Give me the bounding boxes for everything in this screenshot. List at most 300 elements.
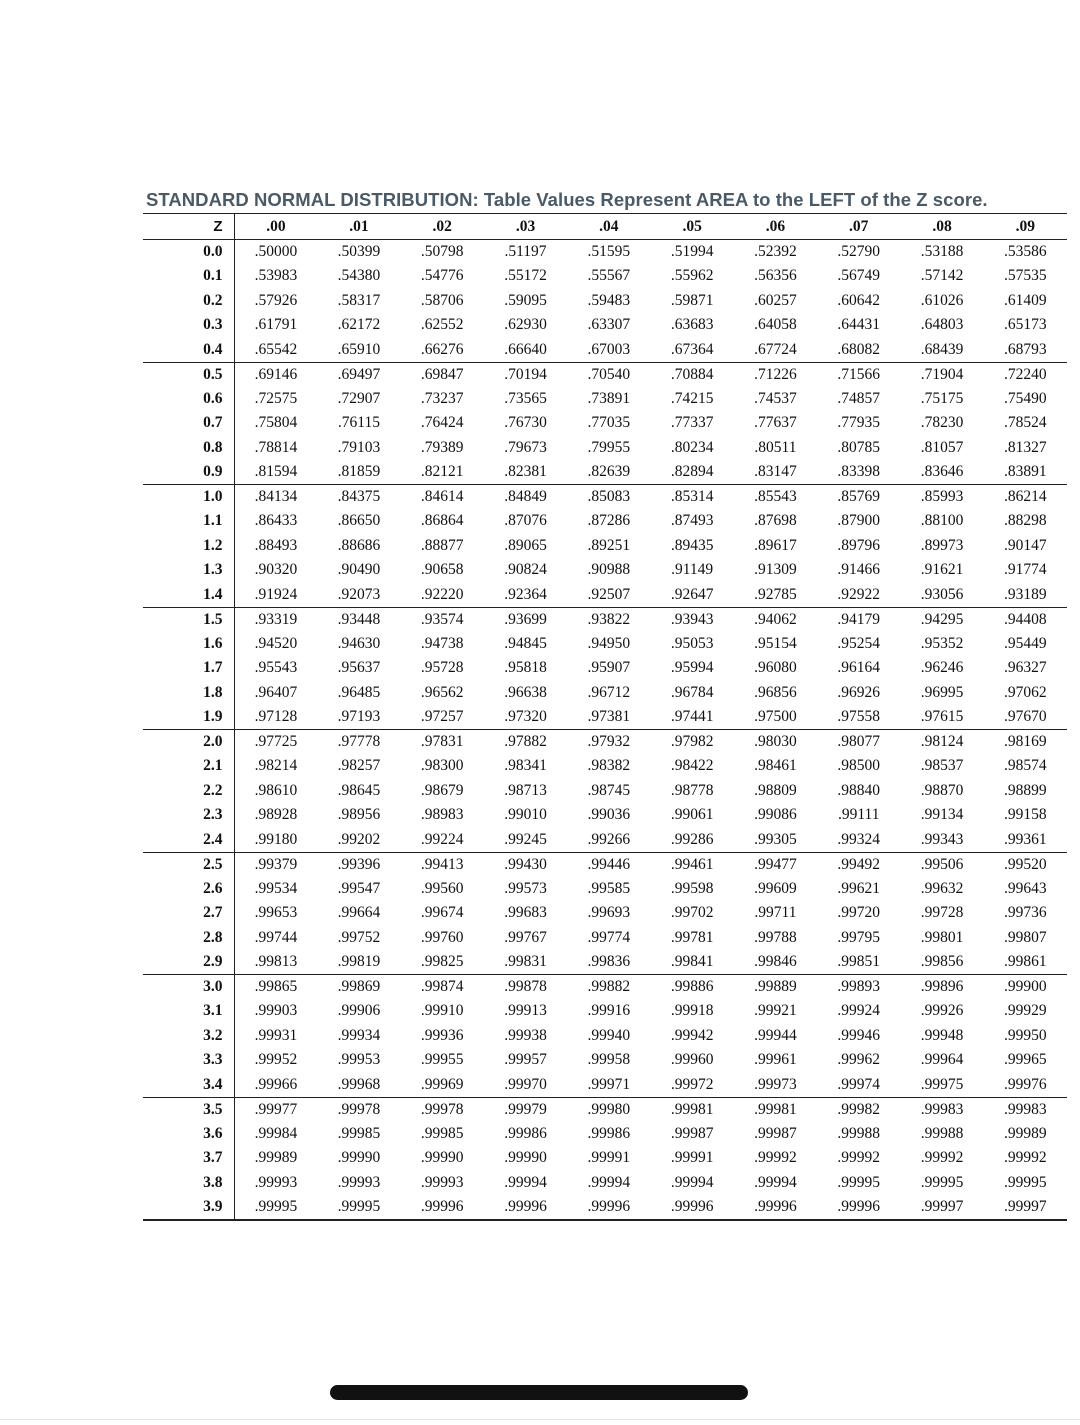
probability-cell: .51197 xyxy=(504,243,547,260)
probability-cell: .68793 xyxy=(984,338,1067,363)
z-value-cell: 3.7 xyxy=(143,1146,234,1171)
probability-cell: .99996 xyxy=(817,1195,900,1220)
probability-cell: .99134 xyxy=(920,806,964,824)
probability-cell: .98645 xyxy=(337,781,381,799)
probability-cell: .53188 xyxy=(920,243,964,260)
probability-cell: .99886 xyxy=(670,978,714,995)
probability-cell: .95254 xyxy=(837,634,881,652)
z-value-cell: 2.9 xyxy=(143,950,234,975)
probability-cell: .96562 xyxy=(420,683,464,701)
probability-cell: .99981 xyxy=(754,1100,797,1118)
probability-cell: .99831 xyxy=(484,950,567,975)
probability-cell: .99874 xyxy=(420,978,464,995)
probability-cell: .99632 xyxy=(920,879,964,897)
probability-cell: .62930 xyxy=(504,316,547,334)
table-row xyxy=(143,313,1067,338)
probability-cell: .91149 xyxy=(671,561,714,579)
probability-cell: .80785 xyxy=(837,438,881,456)
probability-cell: .84614 xyxy=(420,488,464,505)
probability-cell: .97982 xyxy=(670,733,714,750)
probability-cell: .98077 xyxy=(837,733,881,750)
bottom-divider xyxy=(0,1419,1080,1420)
z-value-cell: 0.4 xyxy=(143,338,234,363)
probability-cell: .95352 xyxy=(920,634,964,652)
probability-cell: .98341 xyxy=(504,757,547,775)
probability-cell: .64431 xyxy=(837,316,881,334)
probability-cell: .99477 xyxy=(754,855,797,873)
probability-cell: .91774 xyxy=(1004,561,1047,579)
table-row xyxy=(143,1171,1067,1196)
probability-cell: .93822 xyxy=(587,610,631,628)
probability-cell: .98745 xyxy=(587,781,631,799)
probability-cell: .96407 xyxy=(254,683,298,701)
probability-cell: .95449 xyxy=(1004,634,1047,652)
probability-cell: .99609 xyxy=(754,879,797,897)
probability-cell: .75175 xyxy=(920,389,964,407)
probability-cell: .99534 xyxy=(254,879,298,897)
probability-cell: .90490 xyxy=(337,561,381,579)
z-value-cell: 3.3 xyxy=(143,1048,234,1073)
probability-cell: .99995 xyxy=(317,1195,400,1220)
probability-cell: .94630 xyxy=(337,634,381,652)
probability-cell: .87698 xyxy=(754,512,797,530)
table-row xyxy=(143,779,1067,804)
probability-cell: .99903 xyxy=(254,1002,298,1020)
table-row xyxy=(143,828,1067,853)
probability-cell: .91309 xyxy=(754,561,797,579)
probability-cell: .99653 xyxy=(254,904,298,922)
z-table xyxy=(143,213,1067,1221)
probability-cell: .99996 xyxy=(401,1195,484,1220)
z-value-cell: 2.0 xyxy=(143,730,234,755)
z-value-cell: 1.8 xyxy=(143,681,234,706)
table-row xyxy=(143,754,1067,779)
probability-cell: .68082 xyxy=(817,338,900,363)
probability-cell: .97831 xyxy=(420,733,464,750)
table-row xyxy=(143,509,1067,534)
probability-cell: .99996 xyxy=(567,1195,650,1220)
probability-cell: .61409 xyxy=(1004,291,1047,309)
probability-cell: .99813 xyxy=(234,950,317,975)
table-row xyxy=(143,240,1067,265)
probability-cell: .99965 xyxy=(1004,1051,1047,1069)
probability-cell: .98382 xyxy=(587,757,631,775)
z-value-cell: 1.3 xyxy=(143,558,234,583)
probability-cell: .99781 xyxy=(670,928,714,946)
probability-cell: .99980 xyxy=(587,1100,631,1118)
probability-cell: .53586 xyxy=(1004,243,1047,260)
probability-cell: .85314 xyxy=(670,488,714,505)
probability-cell: .98983 xyxy=(420,806,464,824)
probability-cell: .69847 xyxy=(420,365,464,383)
probability-cell: .99995 xyxy=(234,1195,317,1220)
probability-cell: .99983 xyxy=(920,1100,964,1118)
probability-cell: .97320 xyxy=(484,705,567,730)
table-row xyxy=(143,289,1067,314)
z-value-cell: 0.8 xyxy=(143,436,234,461)
probability-cell: .90147 xyxy=(1004,536,1047,554)
probability-cell: .99795 xyxy=(837,928,881,946)
probability-cell: .92073 xyxy=(317,583,400,608)
probability-cell: .94062 xyxy=(754,610,797,628)
probability-cell: .99621 xyxy=(837,879,881,897)
z-value-cell: 2.6 xyxy=(143,877,234,902)
probability-cell: .83147 xyxy=(734,460,817,485)
probability-cell: .81327 xyxy=(1004,438,1047,456)
probability-cell: .99990 xyxy=(504,1149,547,1167)
probability-cell: .88686 xyxy=(337,536,381,554)
probability-cell: .75804 xyxy=(254,414,298,432)
probability-cell: .99664 xyxy=(337,904,381,922)
probability-cell: .97670 xyxy=(984,705,1067,730)
probability-cell: .87286 xyxy=(587,512,631,530)
table-row xyxy=(143,436,1067,461)
probability-cell: .99948 xyxy=(920,1026,964,1044)
table-row xyxy=(143,1024,1067,1049)
probability-cell: .57535 xyxy=(1004,267,1047,285)
probability-cell: .64803 xyxy=(920,316,964,334)
probability-cell: .99974 xyxy=(817,1073,900,1098)
z-value-cell: 0.6 xyxy=(143,387,234,412)
probability-cell: .99962 xyxy=(837,1051,881,1069)
probability-cell: .94845 xyxy=(504,634,547,652)
probability-cell: .99878 xyxy=(504,978,547,995)
probability-cell: .98124 xyxy=(920,733,964,750)
probability-cell: .71566 xyxy=(837,365,881,383)
probability-cell: .99987 xyxy=(670,1124,714,1142)
probability-cell: .72907 xyxy=(337,389,381,407)
probability-cell: .77035 xyxy=(587,414,631,432)
z-value-cell: 1.4 xyxy=(143,583,234,608)
probability-cell: .99921 xyxy=(754,1002,797,1020)
probability-cell: .99224 xyxy=(401,828,484,853)
probability-cell: .99985 xyxy=(337,1124,381,1142)
probability-cell: .94408 xyxy=(1004,610,1047,628)
probability-cell: .96638 xyxy=(504,683,547,701)
z-value-cell: 0.3 xyxy=(143,313,234,338)
probability-cell: .97257 xyxy=(401,705,484,730)
probability-cell: .98537 xyxy=(920,757,964,775)
probability-cell: .99990 xyxy=(420,1149,464,1167)
probability-cell: .99379 xyxy=(254,855,298,873)
column-header: .02 xyxy=(401,214,484,240)
column-header: .08 xyxy=(900,214,983,240)
probability-cell: .91924 xyxy=(234,583,317,608)
probability-cell: .89251 xyxy=(587,536,631,554)
probability-cell: .73891 xyxy=(587,389,631,407)
probability-cell: .99978 xyxy=(337,1100,381,1118)
probability-cell: .98214 xyxy=(254,757,298,775)
probability-cell: .85083 xyxy=(587,488,631,505)
probability-cell: .51994 xyxy=(670,243,714,260)
z-value-cell: 0.9 xyxy=(143,460,234,485)
table-row xyxy=(143,975,1067,1000)
z-column-header: Z xyxy=(143,214,234,240)
probability-cell: .99972 xyxy=(650,1073,733,1098)
probability-cell: .83891 xyxy=(984,460,1067,485)
probability-cell: .98461 xyxy=(754,757,797,775)
probability-cell: .99952 xyxy=(254,1051,298,1069)
probability-cell: .85543 xyxy=(754,488,797,505)
probability-cell: .89065 xyxy=(504,536,547,554)
probability-cell: .99396 xyxy=(337,855,381,873)
table-row xyxy=(143,338,1067,363)
probability-cell: .95728 xyxy=(420,659,464,677)
home-indicator-bar[interactable] xyxy=(330,1385,748,1400)
column-header: .05 xyxy=(650,214,733,240)
probability-cell: .51595 xyxy=(587,243,631,260)
probability-cell: .63683 xyxy=(670,316,714,334)
probability-cell: .99158 xyxy=(1004,806,1047,824)
probability-cell: .97882 xyxy=(504,733,547,750)
probability-cell: .94179 xyxy=(837,610,881,628)
probability-cell: .99061 xyxy=(670,806,714,824)
probability-cell: .86433 xyxy=(254,512,298,530)
probability-cell: .99492 xyxy=(837,855,881,873)
probability-cell: .82381 xyxy=(484,460,567,485)
probability-cell: .96485 xyxy=(337,683,381,701)
probability-cell: .90658 xyxy=(420,561,464,579)
probability-cell: .86650 xyxy=(337,512,381,530)
table-row xyxy=(143,460,1067,485)
probability-cell: .78524 xyxy=(1004,414,1047,432)
probability-cell: .99573 xyxy=(504,879,547,897)
probability-cell: .99245 xyxy=(484,828,567,853)
probability-cell: .87076 xyxy=(504,512,547,530)
probability-cell: .99906 xyxy=(337,1002,381,1020)
probability-cell: .94950 xyxy=(587,634,631,652)
probability-cell: .99752 xyxy=(337,928,381,946)
probability-cell: .97615 xyxy=(900,705,983,730)
probability-cell: .99940 xyxy=(587,1026,631,1044)
column-header: .06 xyxy=(734,214,817,240)
probability-cell: .97500 xyxy=(734,705,817,730)
probability-cell: .99994 xyxy=(587,1173,631,1191)
probability-cell: .82639 xyxy=(567,460,650,485)
probability-cell: .93189 xyxy=(984,583,1067,608)
probability-cell: .99981 xyxy=(670,1100,714,1118)
probability-cell: .98840 xyxy=(837,781,881,799)
probability-cell: .79673 xyxy=(504,438,547,456)
probability-cell: .92507 xyxy=(567,583,650,608)
probability-cell: .88100 xyxy=(920,512,964,530)
z-value-cell: 2.8 xyxy=(143,926,234,951)
probability-cell: .96995 xyxy=(920,683,964,701)
probability-cell: .99934 xyxy=(337,1026,381,1044)
table-row xyxy=(143,387,1067,412)
probability-cell: .99446 xyxy=(587,855,631,873)
probability-cell: .99997 xyxy=(984,1195,1067,1220)
probability-cell: .99841 xyxy=(650,950,733,975)
table-row xyxy=(143,1097,1067,1122)
probability-cell: .86864 xyxy=(420,512,464,530)
probability-cell: .53983 xyxy=(254,267,298,285)
probability-cell: .98030 xyxy=(754,733,797,750)
probability-cell: .97932 xyxy=(587,733,631,750)
probability-cell: .99086 xyxy=(754,806,797,824)
probability-cell: .77935 xyxy=(837,414,881,432)
table-row xyxy=(143,681,1067,706)
probability-cell: .82121 xyxy=(401,460,484,485)
probability-cell: .89973 xyxy=(920,536,964,554)
probability-cell: .92922 xyxy=(817,583,900,608)
probability-cell: .96712 xyxy=(587,683,631,701)
probability-cell: .67724 xyxy=(734,338,817,363)
probability-cell: .98809 xyxy=(754,781,797,799)
probability-cell: .65542 xyxy=(234,338,317,363)
probability-cell: .87493 xyxy=(670,512,714,530)
z-value-cell: 3.6 xyxy=(143,1122,234,1147)
probability-cell: .99882 xyxy=(587,978,631,995)
probability-cell: .99960 xyxy=(670,1051,714,1069)
probability-cell: .99702 xyxy=(670,904,714,922)
probability-cell: .60642 xyxy=(837,291,881,309)
probability-cell: .99736 xyxy=(1004,904,1047,922)
probability-cell: .97558 xyxy=(817,705,900,730)
probability-cell: .92785 xyxy=(734,583,817,608)
probability-cell: .98956 xyxy=(337,806,381,824)
probability-cell: .99924 xyxy=(837,1002,881,1020)
probability-cell: .99988 xyxy=(837,1124,881,1142)
table-row xyxy=(143,656,1067,681)
probability-cell: .99760 xyxy=(420,928,464,946)
probability-cell: .99994 xyxy=(670,1173,714,1191)
probability-cell: .90320 xyxy=(254,561,298,579)
probability-cell: .99990 xyxy=(337,1149,381,1167)
probability-cell: .99996 xyxy=(650,1195,733,1220)
probability-cell: .99202 xyxy=(317,828,400,853)
z-value-cell: 2.4 xyxy=(143,828,234,853)
probability-cell: .99989 xyxy=(1004,1124,1047,1142)
z-value-cell: 3.2 xyxy=(143,1024,234,1049)
probability-cell: .50399 xyxy=(337,243,381,260)
probability-cell: .76424 xyxy=(420,414,464,432)
z-value-cell: 3.8 xyxy=(143,1171,234,1196)
probability-cell: .55172 xyxy=(504,267,547,285)
probability-cell: .99889 xyxy=(754,978,797,995)
probability-cell: .99430 xyxy=(504,855,547,873)
probability-cell: .91466 xyxy=(837,561,881,579)
probability-cell: .58706 xyxy=(420,291,464,309)
probability-cell: .98899 xyxy=(1004,781,1047,799)
probability-cell: .99851 xyxy=(817,950,900,975)
probability-cell: .81859 xyxy=(317,460,400,485)
probability-cell: .79103 xyxy=(337,438,381,456)
probability-cell: .61791 xyxy=(254,316,298,334)
probability-cell: .99966 xyxy=(234,1073,317,1098)
column-header: .01 xyxy=(317,214,400,240)
probability-cell: .97381 xyxy=(567,705,650,730)
probability-cell: .95637 xyxy=(337,659,381,677)
probability-cell: .99991 xyxy=(670,1149,714,1167)
probability-cell: .67364 xyxy=(650,338,733,363)
table-header-row xyxy=(143,214,1067,240)
probability-cell: .78814 xyxy=(254,438,298,456)
probability-cell: .65173 xyxy=(1004,316,1047,334)
probability-cell: .99993 xyxy=(420,1173,464,1191)
probability-cell: .90824 xyxy=(504,561,547,579)
probability-cell: .84375 xyxy=(337,488,381,505)
probability-cell: .99916 xyxy=(587,1002,631,1020)
probability-cell: .99343 xyxy=(900,828,983,853)
probability-cell: .71904 xyxy=(920,365,964,383)
probability-cell: .95907 xyxy=(587,659,631,677)
table-row xyxy=(143,583,1067,608)
column-header: .03 xyxy=(484,214,567,240)
probability-cell: .98257 xyxy=(337,757,381,775)
probability-cell: .62552 xyxy=(420,316,464,334)
probability-cell: .99992 xyxy=(1004,1149,1047,1167)
probability-cell: .97062 xyxy=(1004,683,1047,701)
probability-cell: .97725 xyxy=(254,733,298,750)
probability-cell: .88298 xyxy=(1004,512,1047,530)
probability-cell: .99711 xyxy=(754,904,797,922)
probability-cell: .85993 xyxy=(920,488,964,505)
probability-cell: .99861 xyxy=(984,950,1067,975)
table-row xyxy=(143,411,1067,436)
probability-cell: .88493 xyxy=(254,536,298,554)
probability-cell: .98713 xyxy=(504,781,547,799)
probability-cell: .54380 xyxy=(337,267,381,285)
probability-cell: .95053 xyxy=(670,634,714,652)
column-header: .04 xyxy=(567,214,650,240)
probability-cell: .99989 xyxy=(254,1149,298,1167)
table-row xyxy=(143,926,1067,951)
probability-cell: .99506 xyxy=(920,855,964,873)
probability-cell: .99180 xyxy=(234,828,317,853)
probability-cell: .99953 xyxy=(337,1051,381,1069)
z-value-cell: 1.2 xyxy=(143,534,234,559)
table-body xyxy=(143,240,1067,1220)
probability-cell: .72575 xyxy=(254,389,298,407)
probability-cell: .82894 xyxy=(650,460,733,485)
probability-cell: .69146 xyxy=(254,365,298,383)
probability-cell: .99865 xyxy=(254,978,298,995)
probability-cell: .99942 xyxy=(670,1026,714,1044)
probability-cell: .99819 xyxy=(317,950,400,975)
z-value-cell: 1.1 xyxy=(143,509,234,534)
probability-cell: .87900 xyxy=(837,512,881,530)
z-value-cell: 1.0 xyxy=(143,485,234,510)
probability-cell: .50798 xyxy=(420,243,464,260)
probability-cell: .66276 xyxy=(401,338,484,363)
probability-cell: .98928 xyxy=(254,806,298,824)
probability-cell: .61026 xyxy=(920,291,964,309)
probability-cell: .99767 xyxy=(504,928,547,946)
probability-cell: .60257 xyxy=(754,291,797,309)
probability-cell: .99286 xyxy=(650,828,733,853)
probability-cell: .89435 xyxy=(670,536,714,554)
probability-cell: .96164 xyxy=(837,659,881,677)
z-value-cell: 2.7 xyxy=(143,901,234,926)
table-row xyxy=(143,999,1067,1024)
probability-cell: .99111 xyxy=(837,806,880,824)
probability-cell: .54776 xyxy=(420,267,464,285)
probability-cell: .99993 xyxy=(337,1173,381,1191)
table-row xyxy=(143,877,1067,902)
probability-cell: .76730 xyxy=(504,414,547,432)
probability-cell: .99946 xyxy=(837,1026,881,1044)
probability-cell: .99996 xyxy=(484,1195,567,1220)
probability-cell: .99976 xyxy=(984,1073,1067,1098)
probability-cell: .99683 xyxy=(504,904,547,922)
probability-cell: .99969 xyxy=(401,1073,484,1098)
probability-cell: .99994 xyxy=(754,1173,797,1191)
probability-cell: .99983 xyxy=(1004,1100,1047,1118)
table-row xyxy=(143,852,1067,877)
probability-cell: .97441 xyxy=(650,705,733,730)
probability-cell: .93319 xyxy=(254,610,298,628)
